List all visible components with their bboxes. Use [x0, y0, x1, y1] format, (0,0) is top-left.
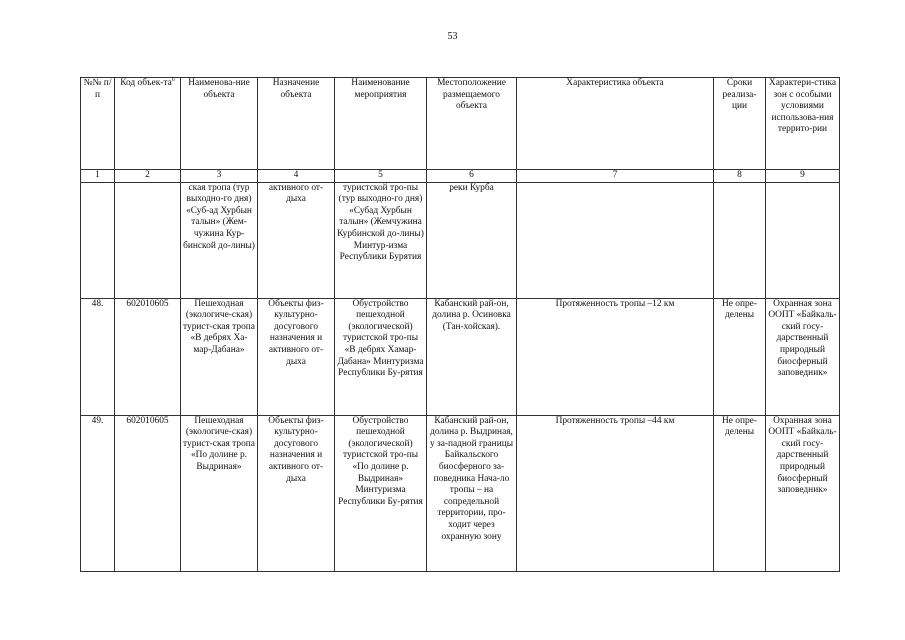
column-number-row [81, 170, 840, 183]
header-terms: Сроки реализа-ции [714, 78, 766, 170]
cell-characteristic [517, 182, 714, 298]
header-purpose: Назначение объекта [258, 78, 335, 170]
header-zones: Характери-стика зон с особыми условиями использова-ния террито-рии [766, 78, 840, 170]
cell-purpose: Объекты физ-культурно-досугового назначения и активного от-дыха [258, 298, 335, 415]
page-number: 53 [447, 31, 458, 42]
header-code-text: Код объек-та [120, 78, 172, 88]
cell-characteristic: Протяженность тропы –44 км [517, 415, 714, 571]
column-number: 6 [427, 170, 517, 183]
table-row [81, 415, 840, 571]
table-row [81, 298, 840, 415]
cell-terms: Не опре-делены [714, 298, 766, 415]
cell-code: 602010605 [115, 415, 181, 571]
header-row [81, 78, 840, 170]
cell-terms: Не опре-делены [714, 415, 766, 571]
cell-terms [714, 182, 766, 298]
column-number: 2 [115, 170, 181, 183]
cell-name: Пешеходная (экологиче-ская) турист-ская тропа «По долине р. Выдриная» [181, 415, 258, 571]
cell-location: Кабанский рай-он, долина р. Выдриная, у за-падной границы Байкальского биосферного за-поведника Нача-ло тропы – на сопредельной территории, про-ходит через охранную зону [427, 415, 517, 571]
cell-num [81, 182, 115, 298]
column-number: 4 [258, 170, 335, 183]
cell-purpose: Объекты физ-культурно-досугового назначения и активного от-дыха [258, 415, 335, 571]
header-measure: Наименование мероприятия [335, 78, 427, 170]
header-name: Наименова-ние объекта [181, 78, 258, 170]
column-number: 7 [517, 170, 714, 183]
header-characteristic: Характеристика объекта [517, 78, 714, 170]
column-number: 5 [335, 170, 427, 183]
column-number: 8 [714, 170, 766, 183]
header-code-footnote: 6 [171, 76, 175, 83]
cell-measure: Обустройство пешеходной (экологической) туристской тро-пы «По долине р. Выдриная» Минтуризма Республики Бу-рятия [335, 415, 427, 571]
cell-location: Кабанский рай-он, долина р. Осиновка (Тан-хойская). [427, 298, 517, 415]
header-code [115, 78, 181, 170]
cell-code: 602010605 [115, 298, 181, 415]
cell-num: 49. [81, 415, 115, 571]
cell-location: реки Курба [427, 182, 517, 298]
cell-zones [766, 182, 840, 298]
cell-zones: Охранная зона ООПТ «Байкаль-ский госу-дарственный природный биосферный заповедник» [766, 298, 840, 415]
cell-zones: Охранная зона ООПТ «Байкаль-ский госу-дарственный природный биосферный заповедник» [766, 415, 840, 571]
column-number: 3 [181, 170, 258, 183]
cell-measure: Обустройство пешеходной (экологической) туристской тро-пы «В дебрях Хамар-Дабана» Минтуризма Республики Бу-рятия [335, 298, 427, 415]
column-number: 1 [81, 170, 115, 183]
cell-name: Пешеходная (экологиче-ская) турист-ская тропа «В дебрях Ха-мар-Дабана» [181, 298, 258, 415]
cell-purpose: активного от-дыха [258, 182, 335, 298]
header-num: №№ п/п [81, 78, 115, 170]
objects-table [80, 77, 840, 572]
cell-measure: туристской тро-пы (тур выходно-го дня) «Субад Хурбын талын» (Жемчужина Курбинской до-лины) Минтур-изма Республики Бурятия [335, 182, 427, 298]
column-number: 9 [766, 170, 840, 183]
header-location: Местоположение размещаемого объекта [427, 78, 517, 170]
cell-num: 48. [81, 298, 115, 415]
cell-characteristic: Протяженность тропы –12 км [517, 298, 714, 415]
cell-name: ская тропа (тур выходно-го дня) «Суб-ад Хурбын талын» (Жем-чужина Кур-бинской до-лины) [181, 182, 258, 298]
table-row [81, 182, 840, 298]
cell-code [115, 182, 181, 298]
